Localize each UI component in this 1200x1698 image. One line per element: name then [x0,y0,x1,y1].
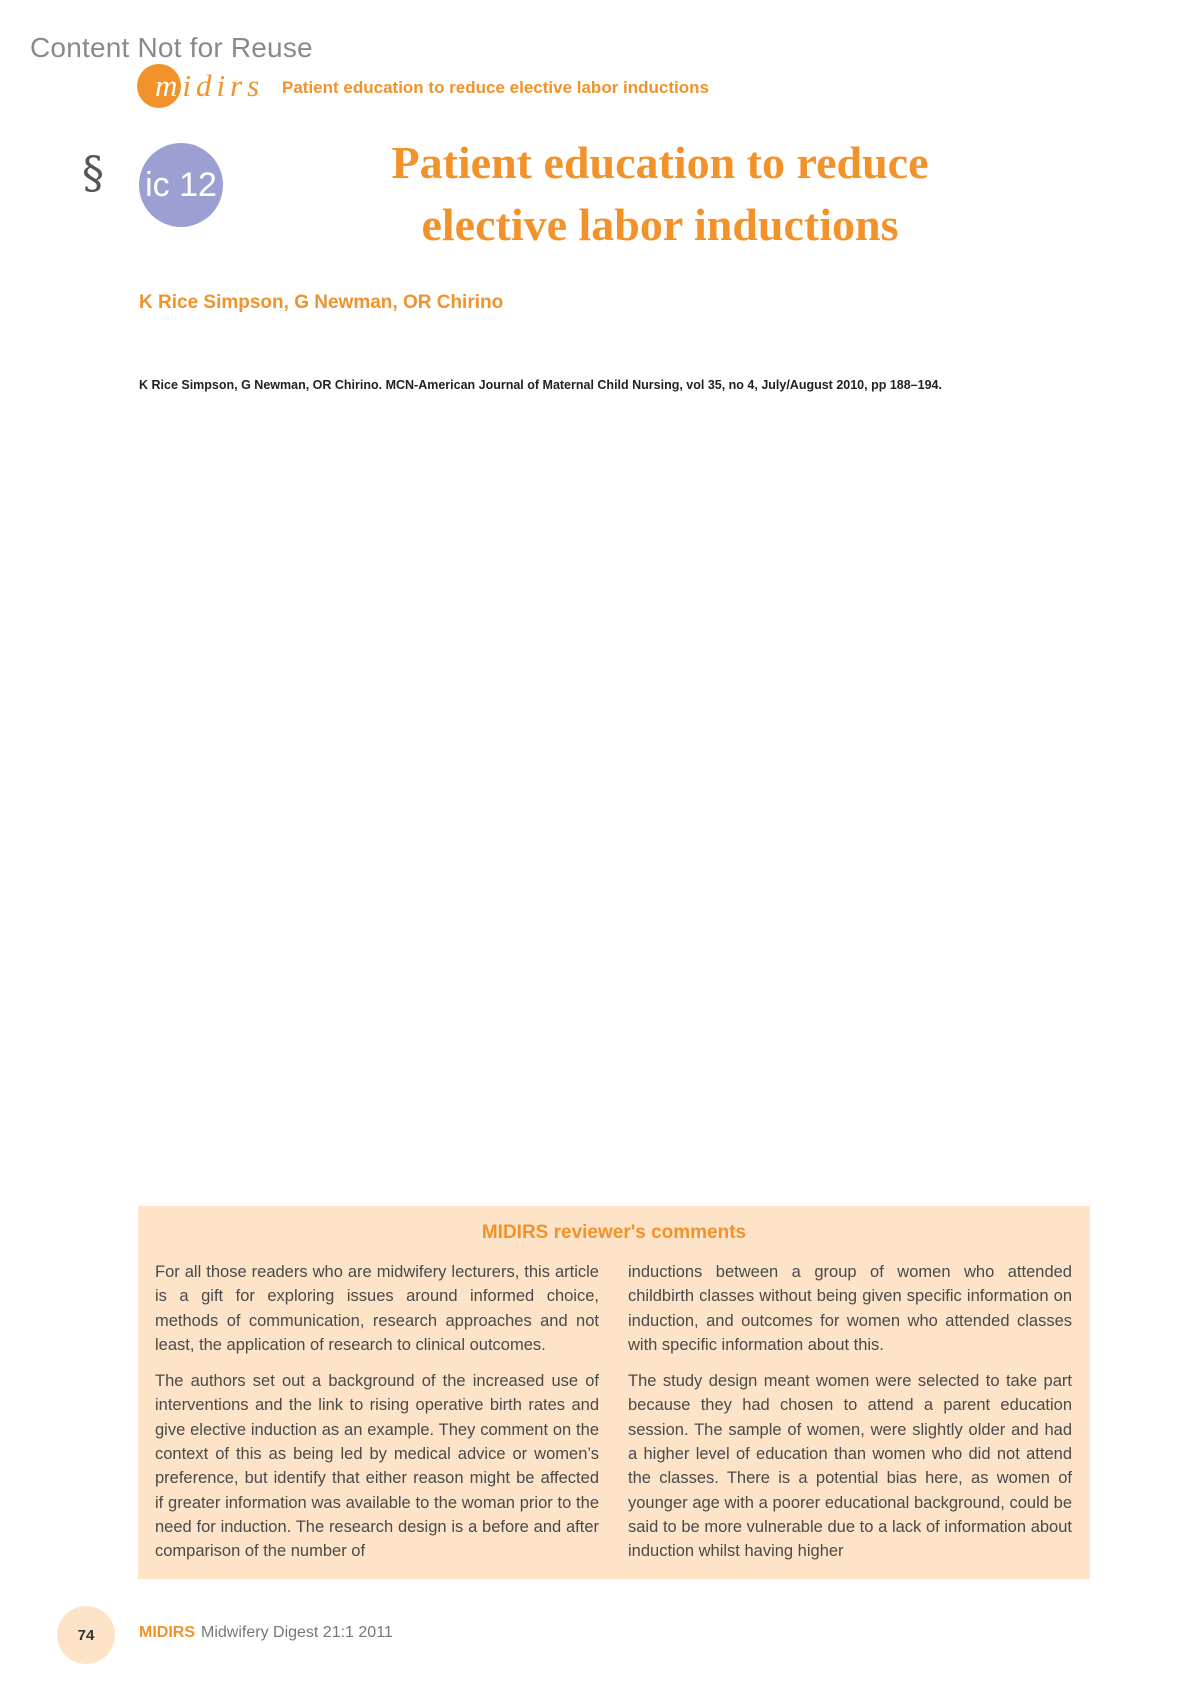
article-title-line-1: Patient education to reduce [391,137,929,188]
footer-journal-issue: Midwifery Digest 21:1 2011 [201,1624,393,1641]
watermark-text: Content Not for Reuse [30,32,313,63]
section-symbol-icon: § [82,148,104,199]
logo-word: midirs [155,68,265,103]
page-number: 74 [57,1606,115,1664]
article-authors: K Rice Simpson, G Newman, OR Chirino [139,292,504,313]
reviewer-comments-box [138,1206,1090,1579]
article-title [300,132,1020,256]
paragraph: The study design meant women were selected to take part because they had chosen to attend a parent education session. The sample of women, were slightly older and had a higher level of education than women who did not attend the classes. There is a potential bias here, as women of younger age with a poorer educational background, could be said to be more vulnerable due to a lack of information about induction whilst having higher [628,1372,1072,1561]
paragraph: The authors set out a background of the increased use of interventions and the link to rising operative birth rates and give elective induction as an example. They comment on the context of this as being led by medical advice or women’s preference, but identify that either reason might be affected if greater information was available to the woman prior to the need for induction. The research design is a before and after comparison of the number of [155,1372,599,1561]
article-title-line-2: elective labor inductions [421,199,899,250]
paragraph: For all those readers who are midwifery lecturers, this article is a gift for exploring issues around informed choice, methods of communication, research approaches and not least, the application of research to clinical outcomes. [155,1263,599,1354]
reviewer-comments-heading: MIDIRS reviewer's comments [481,1222,747,1243]
reviewer-comments-left-column [155,1260,599,1576]
ic-number-badge: ic 12 [139,143,223,227]
footer-journal [139,1624,393,1642]
article-citation: K Rice Simpson, G Newman, OR Chirino. MCN-American Journal of Maternal Child Nursing, vol 35, no 4, July/August 2010, pp 188–194. [139,378,942,392]
paragraph: inductions between a group of women who attended childbirth classes without being given specific information on induction, and outcomes for women who attended classes with specific information about this. [628,1263,1072,1354]
running-header-title: Patient education to reduce elective labor inductions [282,78,709,97]
reviewer-comments-right-column [628,1260,1072,1576]
footer-brand: MIDIRS [139,1624,195,1641]
